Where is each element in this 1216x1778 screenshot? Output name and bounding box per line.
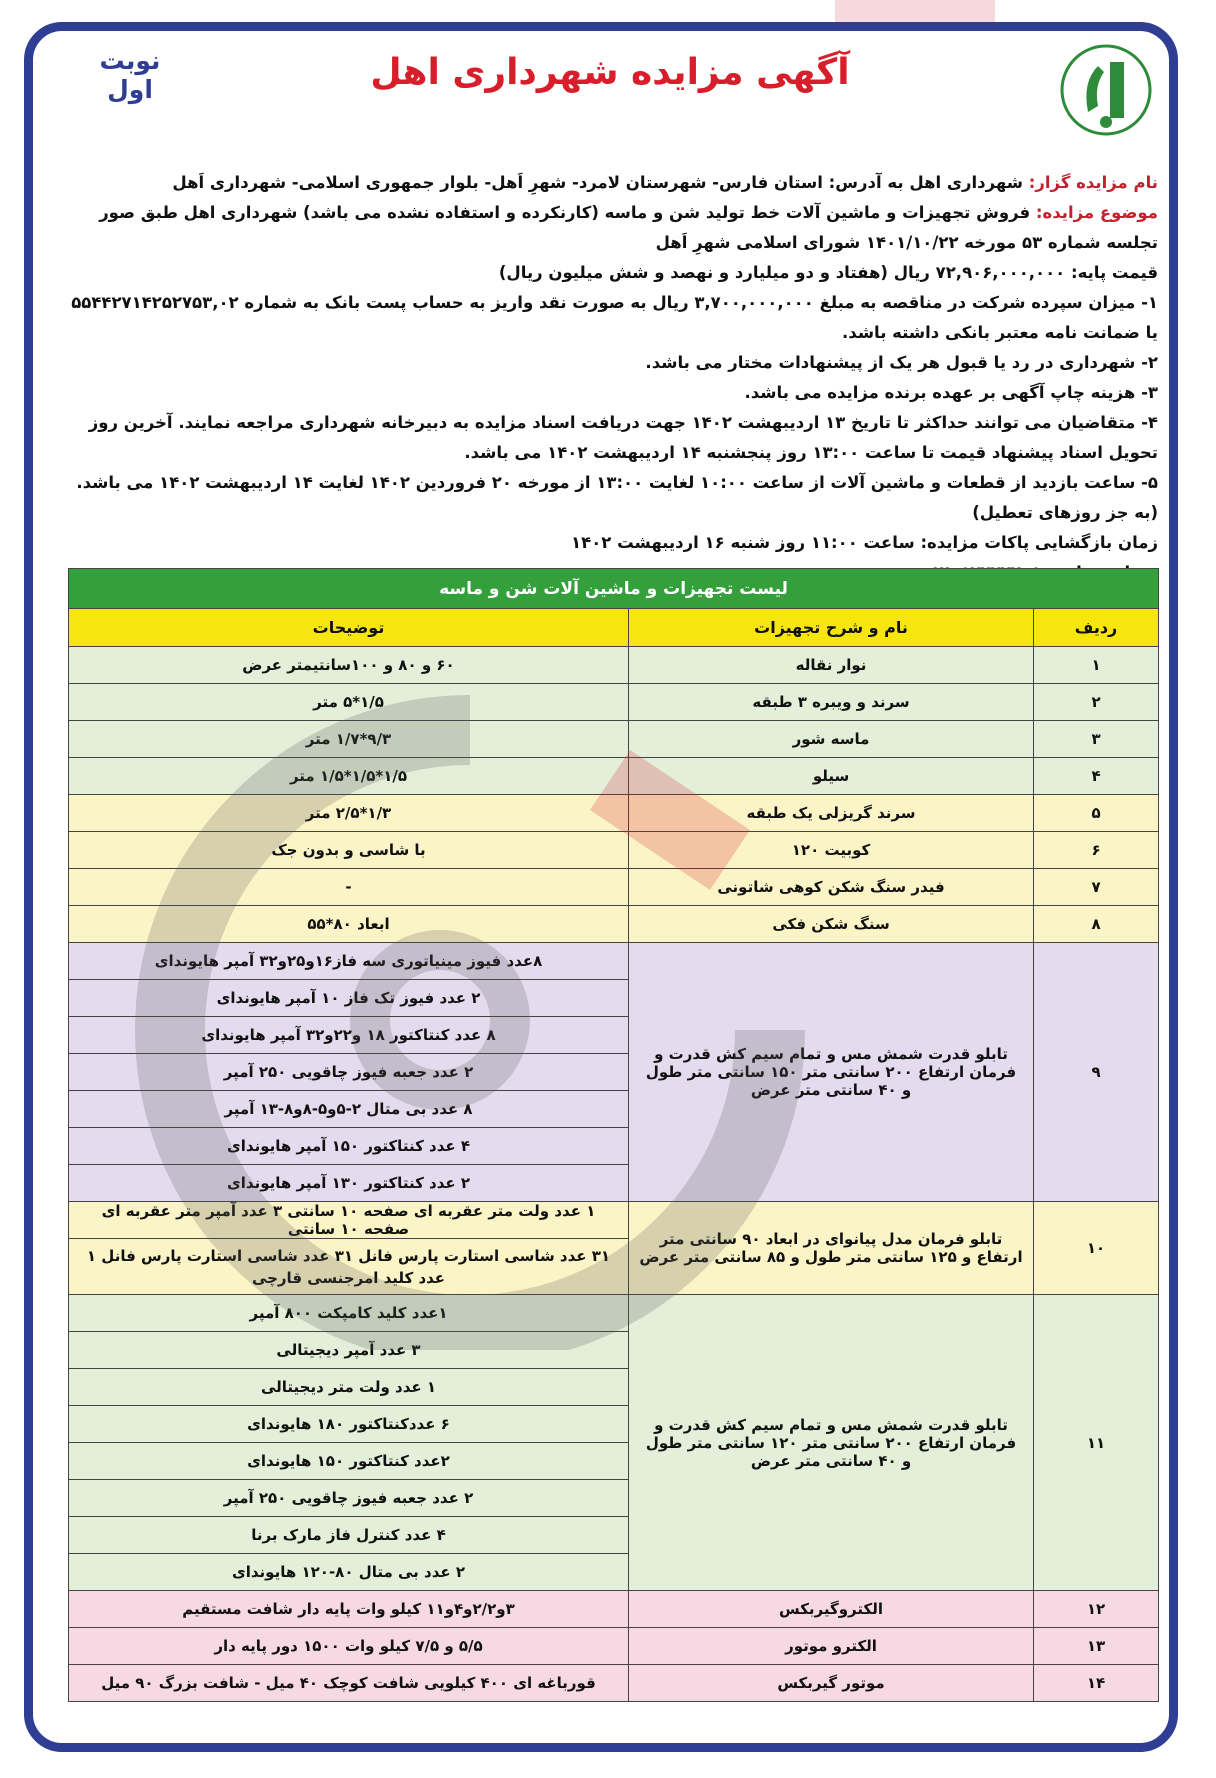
- equipment-desc: ابعاد ۸۰*۵۵: [69, 906, 629, 943]
- equipment-detail: ۱ عدد ولت متر دیجیتالی: [69, 1369, 629, 1406]
- equipment-name: تابلو قدرت شمش مس و تمام سیم کش قدرت و فرمان ارتفاع ۲۰۰ سانتی متر ۱۲۰ سانتی متر طول و ۴۰ سانتی متر عرض: [629, 1295, 1034, 1591]
- equipment-detail: ۲ عدد کنتاکتور ۱۳۰ آمپر هایوندای: [69, 1165, 629, 1202]
- equipment-detail: ۳ عدد آمپر دیجیتالی: [69, 1332, 629, 1369]
- equipment-detail: ۱عدد کلید کامپکت ۸۰۰ آمپر: [69, 1295, 629, 1332]
- equipment-name: کوبیت ۱۲۰: [629, 832, 1034, 869]
- equipment-name: موتور گیربکس: [629, 1665, 1034, 1702]
- row-number: ۷: [1034, 869, 1159, 906]
- municipality-logo-icon: [1058, 42, 1154, 138]
- row-number: ۵: [1034, 795, 1159, 832]
- equipment-table: [68, 568, 1159, 1702]
- row-number: ۳: [1034, 721, 1159, 758]
- equipment-desc: -: [69, 869, 629, 906]
- equipment-name: تابلو فرمان مدل پیانوای در ابعاد ۹۰ سانتی متر ارتفاع و ۱۲۵ سانتی متر طول و ۸۵ سانتی متر عرض: [629, 1202, 1034, 1295]
- equipment-detail: ۲ عدد جعبه فیوز چاقویی ۲۵۰ آمپر: [69, 1054, 629, 1091]
- row-number: ۸: [1034, 906, 1159, 943]
- subject-label: موضوع مزایده:: [1035, 203, 1158, 222]
- publication-turn: نوبت اول: [99, 46, 161, 104]
- equipment-desc: ۵/۵ و ۷/۵ کیلو وات ۱۵۰۰ دور پایه دار: [69, 1628, 629, 1665]
- auctioneer-label: نام مزایده گزار:: [1028, 173, 1158, 192]
- page-title: آگهی مزایده شهرداری اهل: [370, 52, 850, 93]
- equipment-desc: ۱/۵*۱/۵*۱/۵ متر: [69, 758, 629, 795]
- table-row: [69, 943, 1159, 980]
- row-number: ۱۴: [1034, 1665, 1159, 1702]
- table-row: [69, 906, 1159, 943]
- equipment-name: نوار نقاله: [629, 647, 1034, 684]
- equipment-detail: ۳۱ عدد شاسی استارت پارس فانل ۳۱ عدد شاسی استارت پارس فانل ۱ عدد کلید امرجنسی قارچی: [69, 1239, 629, 1295]
- equipment-detail: ۶ عددکنتاکتور ۱۸۰ هایوندای: [69, 1406, 629, 1443]
- row-number: ۱: [1034, 647, 1159, 684]
- table-row: [69, 758, 1159, 795]
- equipment-desc: ۳و۲/۲و۴و۱۱ کیلو وات پایه دار شافت مستقیم: [69, 1591, 629, 1628]
- header-row-number: ردیف: [1034, 609, 1159, 647]
- equipment-name: ماسه شور: [629, 721, 1034, 758]
- row-number: ۶: [1034, 832, 1159, 869]
- top-decoration: [835, 0, 995, 22]
- row-number: ۹: [1034, 943, 1159, 1202]
- subject-line: [68, 198, 1158, 258]
- equipment-desc: قورباغه ای ۴۰۰ کیلویی شافت کوچک ۴۰ میل - شافت بزرگ ۹۰ میل: [69, 1665, 629, 1702]
- equipment-name: الکترو موتور: [629, 1628, 1034, 1665]
- equipment-detail: ۱ عدد ولت متر عقربه ای صفحه ۱۰ سانتی ۳ عدد آمپر متر عقربه ای صفحه ۱۰ سانتی: [69, 1202, 629, 1239]
- equipment-detail: ۸ عدد کنتاکتور ۱۸ و۲۲و۳۲ آمپر هایوندای: [69, 1017, 629, 1054]
- equipment-name: سرند گریزلی یک طبقه: [629, 795, 1034, 832]
- equipment-name: سنگ شکن فکی: [629, 906, 1034, 943]
- equipment-desc: با شاسی و بدون جک: [69, 832, 629, 869]
- table-row: [69, 795, 1159, 832]
- table-row: [69, 684, 1159, 721]
- equipment-detail: ۸ عدد بی متال ۲-۵و۵-۸و۸-۱۳ آمپر: [69, 1091, 629, 1128]
- table-row: [69, 1628, 1159, 1665]
- table-row: [69, 1591, 1159, 1628]
- equipment-desc: ۱/۵*۵ متر: [69, 684, 629, 721]
- equipment-desc: ۹/۳*۱/۷ متر: [69, 721, 629, 758]
- row-number: ۱۳: [1034, 1628, 1159, 1665]
- row-number: ۱۲: [1034, 1591, 1159, 1628]
- equipment-detail: ۴ عدد کنترل فاز مارک برنا: [69, 1517, 629, 1554]
- equipment-name: سرند و ویبره ۳ طبقه: [629, 684, 1034, 721]
- equipment-detail: ۲عدد کنتاکتور ۱۵۰ هایوندای: [69, 1443, 629, 1480]
- header-description: توضیحات: [69, 609, 629, 647]
- table-row: [69, 1295, 1159, 1332]
- row-number: ۱۰: [1034, 1202, 1159, 1295]
- equipment-name: الکتروگیربکس: [629, 1591, 1034, 1628]
- condition-4: ۴- متقاضیان می توانند حداکثر تا تاریخ ۱۳ اردیبهشت ۱۴۰۲ جهت دریافت اسناد مزایده به دبیرخانه شهرداری مراجعه نمایند. آخرین روز تحویل اسناد پیشنهاد قیمت تا ساعت ۱۳:۰۰ روز پنجشنبه ۱۴ اردیبهشت ۱۴۰۲ می باشد.: [88, 413, 1158, 462]
- row-number: ۱۱: [1034, 1295, 1159, 1591]
- table-row: [69, 647, 1159, 684]
- condition-5: ۵- ساعت بازدید از قطعات و ماشین آلات از ساعت ۱۰:۰۰ لغایت ۱۳:۰۰ از مورخه ۲۰ فروردین ۱۴۰۲ لغایت ۱۴ اردیبهشت ۱۴۰۲ می باشد. (به جز روزهای تعطیل): [76, 473, 1158, 522]
- base-price: قیمت پایه: ۷۲,۹۰۶,۰۰۰,۰۰۰ ریال (هفتاد و دو میلیارد و نهصد و شش میلیون ریال): [498, 263, 1158, 282]
- header-equipment-name: نام و شرح تجهیزات: [629, 609, 1034, 647]
- table-row: [69, 869, 1159, 906]
- table-row: [69, 721, 1159, 758]
- row-number: ۴: [1034, 758, 1159, 795]
- equipment-detail: ۲ عدد جعبه فیوز چاقویی ۲۵۰ آمپر: [69, 1480, 629, 1517]
- auctioneer-line: [68, 168, 1158, 198]
- auction-info: [68, 168, 1158, 588]
- condition-2: ۲- شهرداری در رد یا قبول هر یک از پیشنهادات مختار می باشد.: [645, 353, 1158, 372]
- row-number: ۲: [1034, 684, 1159, 721]
- equipment-desc: ۱/۳*۲/۵ متر: [69, 795, 629, 832]
- equipment-name: سیلو: [629, 758, 1034, 795]
- equipment-name: فیدر سنگ شکن کوهی شاتونی: [629, 869, 1034, 906]
- opening-time: زمان بازگشایی پاکات مزایده: ساعت ۱۱:۰۰ روز شنبه ۱۶ اردیبهشت ۱۴۰۲: [571, 533, 1158, 552]
- equipment-detail: ۲ عدد بی متال ۸۰-۱۲۰ هایوندای: [69, 1554, 629, 1591]
- equipment-detail: ۴ عدد کنتاکتور ۱۵۰ آمپر هایوندای: [69, 1128, 629, 1165]
- table-row: [69, 1665, 1159, 1702]
- subject-text: فروش تجهیزات و ماشین آلات خط تولید شن و ماسه (کارنکرده و استفاده نشده می باشد) شهرداری اهل طبق صور تجلسه شماره ۵۳ مورخه ۱۴۰۱/۱۰/۲۲ شورای اسلامی شهرِ اَهل: [99, 203, 1158, 252]
- table-row: [69, 832, 1159, 869]
- equipment-name: تابلو قدرت شمش مس و تمام سیم کش قدرت و فرمان ارتفاع ۲۰۰ سانتی متر ۱۵۰ سانتی متر طول و ۴۰ سانتی متر عرض: [629, 943, 1034, 1202]
- equipment-detail: ۸عدد فیوز مینیاتوری سه فاز۱۶و۲۵و۳۲ آمپر هایوندای: [69, 943, 629, 980]
- auctioneer-text: شهرداری اهل به آدرس: استان فارس- شهرستان لامرد- شهرِ اَهل- بلوار جمهوری اسلامی- شهرداری اَهل: [172, 173, 1024, 192]
- equipment-detail: ۲ عدد فیوز تک فاز ۱۰ آمپر هایوندای: [69, 980, 629, 1017]
- table-row: [69, 1202, 1159, 1239]
- condition-1: ۱- میزان سپرده شرکت در مناقصه به مبلغ ۳,۷۰۰,۰۰۰,۰۰۰ ریال به صورت نقد واریز به حساب پست بانک به شماره ۵۵۴۴۲۷۱۴۲۵۲۷۵۳,۰۲ یا ضمانت نامه معتبر بانکی داشته باشد.: [71, 293, 1158, 342]
- equipment-desc: ۶۰ و ۸۰ و ۱۰۰سانتیمتر عرض: [69, 647, 629, 684]
- table-caption: لیست تجهیزات و ماشین آلات شن و ماسه: [69, 569, 1159, 609]
- condition-3: ۳- هزینه چاپ آگهی بر عهده برنده مزایده می باشد.: [744, 383, 1158, 402]
